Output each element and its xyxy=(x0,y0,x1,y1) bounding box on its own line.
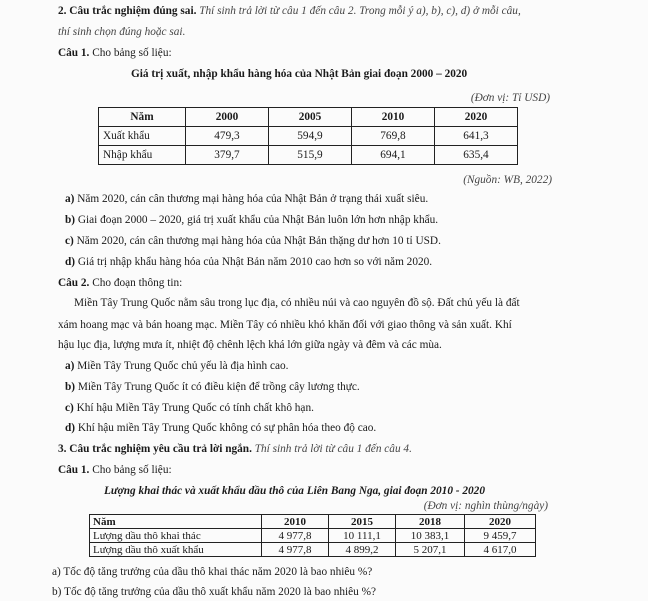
q2-label: Câu 2. xyxy=(58,277,90,289)
question-label: b) xyxy=(52,586,62,598)
table-cell: 515,9 xyxy=(269,146,352,165)
table-row xyxy=(90,529,536,543)
table-cell: 769,8 xyxy=(352,127,435,146)
q2-intro-line xyxy=(58,276,182,290)
question-label: a) xyxy=(52,566,61,578)
option-label: b) xyxy=(65,214,76,226)
q1-option xyxy=(65,213,438,227)
table-cell: 635,4 xyxy=(435,146,518,165)
table-row xyxy=(99,127,518,146)
part2-instruction: Thí sinh trả lời từ câu 1 đến câu 2. Trong mỗi ý a), b), c), d) ở mỗi câu, xyxy=(199,5,521,17)
table-cell: 10 383,1 xyxy=(396,529,465,543)
table-cell: 379,7 xyxy=(186,146,269,165)
option-text: Giá trị nhập khẩu hàng hóa của Nhật Bản năm 2010 cao hơn so với năm 2020. xyxy=(77,256,433,268)
q1-option xyxy=(65,234,441,248)
part2-instruction-cont: thí sinh chọn đúng hoặc sai. xyxy=(58,26,186,38)
q1-header-cell: 2010 xyxy=(352,108,435,127)
q3-data-table xyxy=(89,514,536,557)
part2-heading: 2. Câu trắc nghiệm đúng sai. xyxy=(58,5,197,17)
q2-option xyxy=(65,359,289,373)
table-cell: 9 459,7 xyxy=(465,529,536,543)
option-text: Miền Tây Trung Quốc ít có điều kiện để trồng cây lương thực. xyxy=(77,381,360,393)
option-text: Khí hậu Miền Tây Trung Quốc có tính chất khô hạn. xyxy=(76,402,314,414)
option-text: Năm 2020, cán cân thương mại hàng hóa của Nhật Bản ở trạng thái xuất siêu. xyxy=(77,193,429,205)
option-text: Giai đoạn 2000 – 2020, giá trị xuất khẩu của Nhật Bản luôn lớn hơn nhập khẩu. xyxy=(77,214,439,226)
option-text: Năm 2020, cán cân thương mại hàng hóa của Nhật Bản thặng dư hơn 10 tỉ USD. xyxy=(76,235,441,247)
table-cell: 594,9 xyxy=(269,127,352,146)
table-cell: 641,3 xyxy=(435,127,518,146)
q1-option xyxy=(65,255,432,269)
q1-header-cell: Năm xyxy=(99,108,186,127)
table-cell: 694,1 xyxy=(352,146,435,165)
option-label: d) xyxy=(65,256,76,268)
q3-table-title: Lượng khai thác và xuất khẩu dầu thô của Liên Bang Nga, giai đoạn 2010 - 2020 xyxy=(104,485,485,497)
option-label: a) xyxy=(65,360,75,372)
q1-table-title: Giá trị xuất, nhập khẩu hàng hóa của Nhật Bản giai đoạn 2000 – 2020 xyxy=(131,68,468,80)
q3-table-header-row xyxy=(90,515,536,529)
q3-header-cell: 2015 xyxy=(329,515,396,529)
option-text: Miền Tây Trung Quốc chủ yếu là địa hình cao. xyxy=(77,360,289,372)
question-text: Tốc độ tăng trưởng của dầu thô xuất khẩu năm 2020 là bao nhiêu %? xyxy=(64,586,377,598)
q1-header-cell: 2005 xyxy=(269,108,352,127)
q1-option xyxy=(65,192,428,206)
q2-intro: Cho đoạn thông tin: xyxy=(92,277,183,289)
q2-paragraph-line: Miền Tây Trung Quốc nằm sâu trong lục địa, có nhiều núi và cao nguyên đồ sộ. Đất chủ yếu là đất xyxy=(74,297,520,309)
table-cell: Xuất khẩu xyxy=(99,127,186,146)
q3-question xyxy=(52,565,372,579)
option-text: Khí hậu miền Tây Trung Quốc không có sự phân hóa theo độ cao. xyxy=(77,422,377,434)
q3-header-cell: 2020 xyxy=(465,515,536,529)
table-cell: 4 899,2 xyxy=(329,543,396,557)
q2-option xyxy=(65,421,376,435)
q1-intro-line xyxy=(58,46,172,60)
table-cell: 5 207,1 xyxy=(396,543,465,557)
q1-header-cell: 2000 xyxy=(186,108,269,127)
q3-label: Câu 1. xyxy=(58,464,90,476)
q3-table-unit: (Đơn vị: nghìn thùng/ngày) xyxy=(423,500,548,512)
option-label: c) xyxy=(65,235,74,247)
q3-intro: Cho bảng số liệu: xyxy=(92,464,172,476)
q3-question xyxy=(52,585,376,599)
table-cell: Lượng dầu thô khai thác xyxy=(90,529,262,543)
q3-intro-line xyxy=(58,463,172,477)
q2-option xyxy=(65,401,314,415)
q1-header-cell: 2020 xyxy=(435,108,518,127)
q2-option xyxy=(65,380,360,394)
table-cell: 4 617,0 xyxy=(465,543,536,557)
q3-header-cell: 2018 xyxy=(396,515,465,529)
table-cell: 4 977,8 xyxy=(262,529,329,543)
q2-paragraph-line: xám hoang mạc và bán hoang mạc. Miền Tây có nhiều khó khăn đối với giao thông và sản xuất. Khí xyxy=(58,319,512,331)
q2-paragraph-line: hậu lục địa, lượng mưa ít, nhiệt độ chênh lệch khá lớn giữa ngày và đêm và các mùa. xyxy=(58,339,442,351)
q1-intro: Cho bảng số liệu: xyxy=(92,47,172,59)
q1-table-source: (Nguồn: WB, 2022) xyxy=(463,174,552,186)
q3-header-cell: 2010 xyxy=(262,515,329,529)
table-cell: 10 111,1 xyxy=(329,529,396,543)
part3-heading-line xyxy=(58,442,412,456)
option-label: d) xyxy=(65,422,76,434)
question-text: Tốc độ tăng trưởng của dầu thô khai thác năm 2020 là bao nhiêu %? xyxy=(63,566,373,578)
table-row xyxy=(99,146,518,165)
option-label: c) xyxy=(65,402,74,414)
q1-table-unit: (Đơn vị: Tỉ USD) xyxy=(470,92,550,104)
option-label: b) xyxy=(65,381,76,393)
q1-data-table xyxy=(98,107,518,165)
part3-instruction: Thí sinh trả lời từ câu 1 đến câu 4. xyxy=(254,443,412,455)
part3-heading: 3. Câu trắc nghiệm yêu cầu trả lời ngắn. xyxy=(58,443,252,455)
table-cell: Lượng dầu thô xuất khẩu xyxy=(90,543,262,557)
table-row xyxy=(90,543,536,557)
part2-heading-line xyxy=(58,4,521,18)
q1-table-header-row xyxy=(99,108,518,127)
table-cell: 4 977,8 xyxy=(262,543,329,557)
q3-header-cell: Năm xyxy=(90,515,262,529)
table-cell: Nhập khẩu xyxy=(99,146,186,165)
table-cell: 479,3 xyxy=(186,127,269,146)
q1-label: Câu 1. xyxy=(58,47,90,59)
option-label: a) xyxy=(65,193,75,205)
